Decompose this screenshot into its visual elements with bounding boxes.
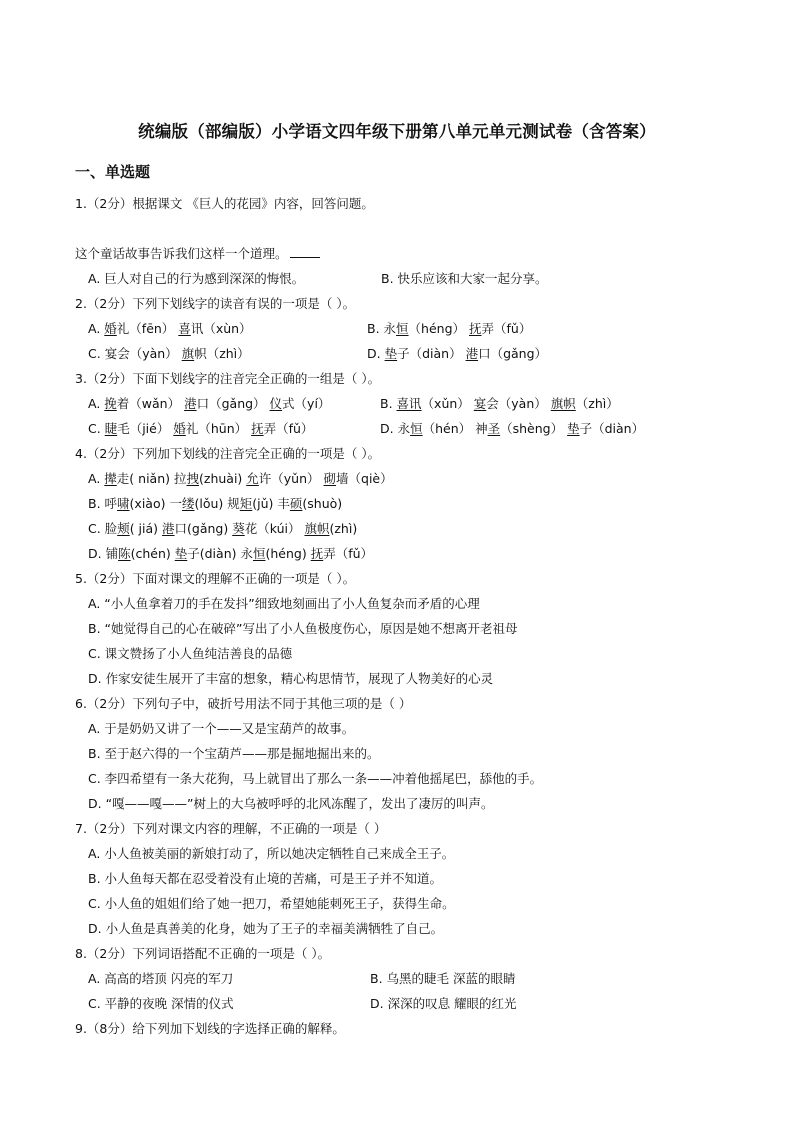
underlined-char: 撵 [104, 471, 117, 486]
underlined-char: 喜 [178, 321, 191, 336]
option-prefix: B. [380, 396, 397, 411]
option-text: 弄（fǔ） [481, 321, 532, 336]
option-text: 子（diàn） [579, 421, 645, 436]
underlined-char: 宴 [473, 396, 487, 411]
option-text: 礼（fēn） [116, 321, 179, 336]
option-prefix: C. [88, 421, 105, 436]
option-text: 礼（hūn） [185, 421, 252, 436]
option-text: 许（yǔn） [258, 471, 324, 486]
option-text: (chén) [130, 546, 175, 561]
question-4-option-c [88, 521, 357, 537]
option-text: 子（diàn） [397, 346, 466, 361]
option-prefix: A. [88, 396, 105, 411]
question-3-option-a [88, 396, 330, 412]
option-text: 着（wǎn） [116, 396, 185, 411]
option-text: （xǔn） [421, 396, 474, 411]
underlined-char: 旗帜 [304, 521, 330, 536]
underlined-char: 垫 [384, 346, 398, 361]
option-text: (zhuài) [199, 471, 247, 486]
option-text: 弄（fǔ） [323, 546, 374, 561]
option-text: 墙（qiè） [336, 471, 393, 486]
option-prefix: A. [88, 321, 105, 336]
question-8-option-a: A. 高高的塔顶 闪亮的军刀 [88, 971, 234, 986]
underlined-char: 葵 [232, 521, 245, 536]
underlined-char: 砌 [323, 471, 337, 486]
question-8: 8.（2分）下列词语搭配不正确的一项是（ ）。 [75, 946, 331, 961]
underlined-char: 陈 [118, 546, 131, 561]
option-text: (héng) [265, 546, 311, 561]
underlined-char: 缕 [181, 496, 195, 511]
option-text: (xiào) 一 [129, 496, 182, 511]
question-4: 4.（2分）下列加下划线的注音完全正确的一项是（ ）。 [75, 446, 381, 461]
question-7-option-b: B. 小人鱼每天都在忍受着没有止境的苦痛，可是王子并不知道。 [88, 871, 443, 886]
question-8-option-d: D. 深深的叹息 耀眼的红光 [370, 996, 517, 1011]
underlined-char: 颊 [117, 521, 130, 536]
underlined-char: 恒 [410, 421, 423, 436]
option-prefix: D. 永 [380, 421, 411, 436]
underlined-char: 恒 [252, 546, 266, 561]
underlined-char: 婚 [104, 321, 117, 336]
question-7-option-d: D. 小人鱼是真善美的化身，她为了王子的幸福美满牺牲了自己。 [88, 921, 444, 936]
section-heading: 一、单选题 [75, 163, 151, 181]
option-text: 讯（xùn） [190, 321, 252, 336]
option-text: (lǒu) 规 [194, 496, 240, 511]
question-1-option-b: B. 快乐应该和大家一起分享。 [381, 271, 548, 286]
question-1-option-a: A. 巨人对自己的行为感到深深的悔恨。 [88, 271, 305, 286]
underlined-char: 旗帜 [550, 396, 576, 411]
question-4-option-b [88, 496, 342, 512]
question-9: 9.（8分）给下列加下划线的字选择正确的解释。 [75, 1021, 345, 1036]
underlined-char: 圣 [487, 421, 501, 436]
underlined-char: 仪 [269, 396, 283, 411]
underlined-char: 旗 [181, 346, 195, 361]
question-5: 5.（2分）下面对课文的理解不正确的一项是（ ）。 [75, 571, 356, 586]
question-8-option-b: B. 乌黑的睫毛 深蓝的眼睛 [370, 971, 516, 986]
question-2-option-d [367, 346, 547, 362]
option-text: 帜（zhì） [194, 346, 250, 361]
option-text: 口(gǎng) [174, 521, 233, 536]
underlined-char: 恒 [396, 321, 409, 336]
option-text: 花（kúi） [244, 521, 305, 536]
question-2-option-c [88, 346, 250, 362]
option-text: 毛（jié） [117, 421, 174, 436]
question-1-stem-text: 这个童话故事告诉我们这样一个道理。 [75, 246, 288, 261]
underlined-char: 婚 [173, 421, 186, 436]
underlined-char: 啸 [117, 496, 130, 511]
option-prefix: C. 脸 [88, 521, 118, 536]
question-3-option-d [380, 421, 644, 437]
underlined-char: 抚 [251, 421, 264, 436]
underlined-char: 矩 [239, 496, 253, 511]
option-prefix: D. [367, 346, 385, 361]
question-8-option-c: C. 平静的夜晚 深情的仪式 [88, 996, 234, 1011]
question-2-option-a [88, 321, 252, 337]
option-text: （zhì） [575, 396, 619, 411]
option-text: 会（yàn） [486, 396, 551, 411]
underlined-char: 抚 [469, 321, 482, 336]
option-text: 宴 [104, 346, 118, 361]
option-text: 走( niǎn) 拉 [116, 471, 187, 486]
question-1: 1.（2分）根据课文 《巨人的花园》内容，回答问题。 [75, 196, 374, 211]
option-text: 弄（fǔ） [263, 421, 314, 436]
underlined-char: 垫 [174, 546, 188, 561]
underlined-char: 挽 [104, 396, 117, 411]
question-5-option-b: B. “她觉得自己的心在破碎”写出了小人鱼极度伤心，原因是她不想离开老祖母 [88, 621, 518, 636]
option-text: （hén） 神 [422, 421, 488, 436]
underlined-char: 睫 [104, 421, 118, 436]
underlined-char: 港 [162, 521, 175, 536]
question-7-option-a: A. 小人鱼被美丽的新娘打动了，所以她决定牺牲自己来成全王子。 [88, 846, 455, 861]
question-2-option-b [367, 321, 531, 337]
underlined-char: 抚 [310, 546, 324, 561]
question-2: 2.（2分）下列下划线字的读音有误的一项是（ ）。 [75, 296, 356, 311]
option-text: 口（gǎng） [196, 396, 270, 411]
underlined-char: 港 [465, 346, 479, 361]
question-3: 3.（2分）下面下划线字的注音完全正确的一组是（ ）。 [75, 371, 381, 386]
option-prefix: D. 铺 [88, 546, 119, 561]
underlined-char: 硕 [289, 496, 303, 511]
option-text: (jǔ) 丰 [252, 496, 290, 511]
question-7-option-c: C. 小人鱼的姐姐们给了她一把刀，希望她能刺死王子，获得生命。 [88, 896, 455, 911]
question-4-option-a [88, 471, 393, 487]
question-7: 7.（2分）下列对课文内容的理解，不正确的一项是（ ） [75, 821, 387, 836]
underlined-char: 港 [184, 396, 197, 411]
option-prefix: B. 永 [367, 321, 397, 336]
option-text: (zhì) [329, 521, 358, 536]
option-text: 口（gǎng） [478, 346, 548, 361]
option-text: ( jiá) [129, 521, 163, 536]
underlined-char: 喜讯 [396, 396, 422, 411]
answer-blank[interactable] [290, 246, 320, 258]
page-title: 统编版（部编版）小学语文四年级下册第八单元单元测试卷（含答案） [138, 122, 656, 141]
option-prefix: C. [88, 346, 105, 361]
option-text: 会（yàn） [117, 346, 182, 361]
question-5-option-d: D. 作家安徒生展开了丰富的想象，精心构思情节，展现了人物美好的心灵 [88, 671, 494, 686]
question-6-option-b: B. 至于赵六得的一个宝葫芦——那是掘地掘出来的。 [88, 746, 380, 761]
option-prefix: A. [88, 471, 105, 486]
underlined-char: 垫 [567, 421, 580, 436]
option-text: 子(diàn) 永 [187, 546, 253, 561]
question-4-option-d [88, 546, 373, 562]
option-text: (shuò) [302, 496, 343, 511]
question-6: 6.（2分）下列句子中，破折号用法不同于其他三项的是（ ） [75, 696, 412, 711]
question-5-option-c: C. 课文赞扬了小人鱼纯洁善良的品德 [88, 646, 293, 661]
question-6-option-a: A. 于是奶奶又讲了一个——又是宝葫芦的故事。 [88, 721, 355, 736]
question-5-option-a: A. “小人鱼拿着刀的手在发抖”细致地刻画出了小人鱼复杂而矛盾的心理 [88, 596, 480, 611]
question-3-option-c [88, 421, 313, 437]
option-text: （héng） [408, 321, 469, 336]
question-1-stem [75, 246, 320, 262]
underlined-char: 允 [246, 471, 259, 486]
question-6-option-c: C. 李四希望有一条大花狗，马上就冒出了那么一条——冲着他摇尾巴，舔他的手。 [88, 771, 543, 786]
option-text: 式（yí） [282, 396, 331, 411]
question-3-option-b [380, 396, 619, 412]
underlined-char: 拽 [186, 471, 199, 486]
option-text: （shèng） [500, 421, 568, 436]
option-prefix: B. 呼 [88, 496, 118, 511]
question-6-option-d: D. “嘎——嘎——”树上的大乌被呼呼的北风冻醒了，发出了凄厉的叫声。 [88, 796, 494, 811]
